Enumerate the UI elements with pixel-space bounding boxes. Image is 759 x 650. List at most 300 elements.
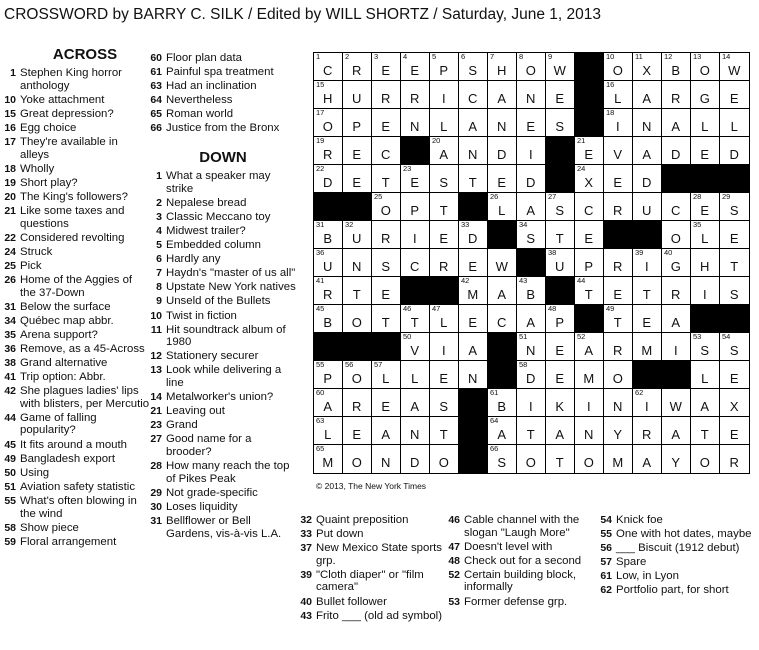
grid-cell[interactable] bbox=[343, 221, 372, 249]
grid-cell[interactable] bbox=[517, 81, 546, 109]
grid-cell[interactable] bbox=[575, 445, 604, 473]
grid-cell[interactable] bbox=[343, 305, 372, 333]
grid-cell[interactable] bbox=[575, 221, 604, 249]
grid-cell[interactable] bbox=[314, 445, 343, 473]
grid-cell[interactable] bbox=[372, 137, 401, 165]
grid-cell[interactable] bbox=[633, 249, 662, 277]
down-clue[interactable] bbox=[596, 528, 756, 541]
grid-cell[interactable] bbox=[662, 333, 691, 361]
grid-cell[interactable] bbox=[372, 277, 401, 305]
down-clue[interactable] bbox=[146, 501, 296, 514]
down-clue[interactable] bbox=[146, 419, 296, 432]
grid-cell[interactable] bbox=[314, 53, 343, 81]
grid-cell[interactable] bbox=[430, 417, 459, 445]
cell-letter: H bbox=[700, 259, 710, 274]
grid-cell[interactable] bbox=[488, 53, 517, 81]
grid-cell[interactable] bbox=[517, 137, 546, 165]
crossword-grid[interactable] bbox=[313, 52, 750, 474]
grid-cell[interactable] bbox=[720, 389, 749, 417]
grid-cell[interactable] bbox=[546, 389, 575, 417]
down-clue[interactable] bbox=[146, 350, 296, 363]
grid-cell[interactable] bbox=[575, 277, 604, 305]
grid-cell[interactable] bbox=[691, 249, 720, 277]
across-clue[interactable] bbox=[0, 481, 150, 494]
across-clue[interactable] bbox=[0, 246, 150, 259]
grid-cell[interactable] bbox=[517, 53, 546, 81]
grid-cell[interactable] bbox=[575, 417, 604, 445]
across-clue[interactable] bbox=[0, 67, 150, 92]
clue-text: Great depression? bbox=[20, 107, 114, 120]
grid-cell[interactable] bbox=[343, 277, 372, 305]
grid-cell[interactable] bbox=[633, 193, 662, 221]
cell-letter: M bbox=[612, 455, 624, 470]
down-clue[interactable] bbox=[146, 405, 296, 418]
grid-cell[interactable] bbox=[372, 361, 401, 389]
grid-cell[interactable] bbox=[720, 361, 749, 389]
grid-black-square bbox=[546, 165, 575, 193]
down-clue-list-cont-2 bbox=[444, 514, 604, 608]
down-clue[interactable] bbox=[146, 515, 296, 540]
grid-cell[interactable] bbox=[517, 389, 546, 417]
grid-cell[interactable] bbox=[372, 305, 401, 333]
grid-cell[interactable] bbox=[633, 137, 662, 165]
grid-cell[interactable] bbox=[604, 53, 633, 81]
grid-cell[interactable] bbox=[430, 137, 459, 165]
grid-cell[interactable] bbox=[517, 193, 546, 221]
across-clue[interactable] bbox=[0, 315, 150, 328]
grid-cell[interactable] bbox=[372, 81, 401, 109]
grid-cell[interactable] bbox=[720, 333, 749, 361]
grid-cell[interactable] bbox=[314, 137, 343, 165]
grid-cell[interactable] bbox=[314, 417, 343, 445]
grid-cell[interactable] bbox=[633, 389, 662, 417]
grid-cell[interactable] bbox=[430, 305, 459, 333]
grid-cell[interactable] bbox=[546, 53, 575, 81]
grid-cell[interactable] bbox=[575, 249, 604, 277]
grid-cell[interactable] bbox=[401, 305, 430, 333]
across-clue[interactable] bbox=[0, 177, 150, 190]
down-clue[interactable] bbox=[146, 310, 296, 323]
grid-cell[interactable] bbox=[662, 249, 691, 277]
grid-cell[interactable] bbox=[343, 361, 372, 389]
grid-cell[interactable] bbox=[633, 333, 662, 361]
down-clue[interactable] bbox=[596, 556, 756, 569]
cell-letter: M bbox=[322, 455, 334, 470]
grid-cell[interactable] bbox=[546, 361, 575, 389]
grid-cell[interactable] bbox=[691, 333, 720, 361]
grid-cell[interactable] bbox=[691, 137, 720, 165]
grid-cell[interactable] bbox=[314, 81, 343, 109]
cell-letter: R bbox=[323, 287, 333, 302]
across-clue[interactable] bbox=[0, 357, 150, 370]
grid-cell[interactable] bbox=[720, 137, 749, 165]
grid-cell[interactable] bbox=[430, 53, 459, 81]
grid-cell[interactable] bbox=[517, 305, 546, 333]
grid-cell[interactable] bbox=[430, 81, 459, 109]
down-clue[interactable] bbox=[146, 170, 296, 195]
grid-cell[interactable] bbox=[488, 277, 517, 305]
grid-cell[interactable] bbox=[372, 445, 401, 473]
cell-number: 39 bbox=[635, 248, 644, 257]
grid-cell[interactable] bbox=[546, 81, 575, 109]
grid-cell[interactable] bbox=[517, 361, 546, 389]
clue-text: Frito ___ (old ad symbol) bbox=[316, 609, 442, 622]
across-clue[interactable] bbox=[0, 439, 150, 452]
grid-cell[interactable] bbox=[633, 277, 662, 305]
grid-cell[interactable] bbox=[401, 361, 430, 389]
grid-cell[interactable] bbox=[691, 445, 720, 473]
grid-cell[interactable] bbox=[720, 221, 749, 249]
grid-cell[interactable] bbox=[459, 221, 488, 249]
grid-cell[interactable] bbox=[662, 445, 691, 473]
down-clue[interactable] bbox=[146, 324, 296, 349]
down-clue[interactable] bbox=[296, 542, 446, 567]
grid-cell[interactable] bbox=[459, 333, 488, 361]
grid-cell[interactable] bbox=[662, 81, 691, 109]
cell-letter: R bbox=[642, 427, 652, 442]
grid-cell[interactable] bbox=[575, 193, 604, 221]
grid-cell[interactable] bbox=[459, 361, 488, 389]
across-clue[interactable] bbox=[0, 136, 150, 161]
grid-cell[interactable] bbox=[372, 249, 401, 277]
grid-cell[interactable] bbox=[720, 193, 749, 221]
grid-cell[interactable] bbox=[691, 361, 720, 389]
grid-cell[interactable] bbox=[691, 81, 720, 109]
grid-cell[interactable] bbox=[633, 305, 662, 333]
cell-letter: S bbox=[555, 203, 565, 218]
grid-cell[interactable] bbox=[691, 193, 720, 221]
grid-cell[interactable] bbox=[604, 193, 633, 221]
grid-cell[interactable] bbox=[691, 109, 720, 137]
down-clue[interactable] bbox=[596, 542, 756, 555]
grid-cell[interactable] bbox=[662, 221, 691, 249]
grid-cell[interactable] bbox=[343, 417, 372, 445]
cell-letter: O bbox=[351, 315, 363, 330]
grid-cell[interactable] bbox=[488, 249, 517, 277]
across-clue[interactable] bbox=[146, 122, 296, 135]
across-clue[interactable] bbox=[146, 66, 296, 79]
grid-cell[interactable] bbox=[575, 165, 604, 193]
grid-cell[interactable] bbox=[459, 165, 488, 193]
grid-cell[interactable] bbox=[662, 137, 691, 165]
grid-cell[interactable] bbox=[372, 53, 401, 81]
across-clue[interactable] bbox=[0, 467, 150, 480]
cell-letter: R bbox=[729, 455, 740, 470]
grid-cell[interactable] bbox=[401, 53, 430, 81]
grid-cell[interactable] bbox=[546, 193, 575, 221]
grid-cell[interactable] bbox=[604, 305, 633, 333]
grid-cell[interactable] bbox=[401, 249, 430, 277]
grid-cell[interactable] bbox=[401, 81, 430, 109]
across-clue[interactable] bbox=[146, 108, 296, 121]
grid-cell[interactable] bbox=[575, 333, 604, 361]
grid-cell[interactable] bbox=[633, 81, 662, 109]
grid-cell[interactable] bbox=[401, 333, 430, 361]
down-clue[interactable] bbox=[146, 487, 296, 500]
grid-cell[interactable] bbox=[575, 389, 604, 417]
grid-cell[interactable] bbox=[633, 445, 662, 473]
down-clue[interactable] bbox=[444, 596, 604, 609]
grid-cell[interactable] bbox=[517, 165, 546, 193]
grid-black-square bbox=[459, 445, 488, 473]
grid-cell[interactable] bbox=[401, 193, 430, 221]
down-clue[interactable] bbox=[444, 569, 604, 594]
down-clue[interactable] bbox=[296, 569, 446, 594]
grid-cell[interactable] bbox=[517, 221, 546, 249]
down-clue[interactable] bbox=[146, 225, 296, 238]
grid-cell[interactable] bbox=[372, 417, 401, 445]
down-clue[interactable] bbox=[596, 514, 756, 527]
cell-letter: A bbox=[671, 427, 681, 442]
grid-cell[interactable] bbox=[343, 109, 372, 137]
grid-cell[interactable] bbox=[343, 137, 372, 165]
grid-black-square bbox=[430, 277, 459, 305]
grid-cell[interactable] bbox=[517, 417, 546, 445]
down-clue[interactable] bbox=[146, 197, 296, 210]
grid-cell[interactable] bbox=[662, 389, 691, 417]
copyright-notice: © 2013, The New York Times bbox=[316, 481, 427, 491]
grid-cell[interactable] bbox=[401, 109, 430, 137]
down-clue[interactable] bbox=[444, 555, 604, 568]
down-clue[interactable] bbox=[146, 239, 296, 252]
grid-cell[interactable] bbox=[343, 445, 372, 473]
across-clue[interactable] bbox=[0, 122, 150, 135]
across-clue[interactable] bbox=[0, 163, 150, 176]
grid-cell[interactable] bbox=[488, 165, 517, 193]
across-clue[interactable] bbox=[0, 385, 150, 410]
grid-cell[interactable] bbox=[720, 53, 749, 81]
grid-cell[interactable] bbox=[430, 165, 459, 193]
grid-cell[interactable] bbox=[662, 193, 691, 221]
grid-cell[interactable] bbox=[314, 249, 343, 277]
grid-cell[interactable] bbox=[546, 109, 575, 137]
grid-cell[interactable] bbox=[372, 221, 401, 249]
grid-cell[interactable] bbox=[430, 221, 459, 249]
across-clue[interactable] bbox=[0, 343, 150, 356]
grid-cell[interactable] bbox=[662, 277, 691, 305]
down-clue[interactable] bbox=[296, 528, 446, 541]
grid-cell[interactable] bbox=[604, 417, 633, 445]
across-clue[interactable] bbox=[0, 495, 150, 520]
across-clue[interactable] bbox=[0, 371, 150, 384]
across-clue[interactable] bbox=[0, 94, 150, 107]
down-clue[interactable] bbox=[296, 610, 446, 623]
grid-cell[interactable] bbox=[575, 361, 604, 389]
across-clue[interactable] bbox=[0, 522, 150, 535]
grid-cell[interactable] bbox=[546, 221, 575, 249]
grid-cell[interactable] bbox=[430, 193, 459, 221]
grid-cell[interactable] bbox=[546, 445, 575, 473]
grid-cell[interactable] bbox=[343, 81, 372, 109]
down-clue[interactable] bbox=[146, 433, 296, 458]
clue-text: Roman world bbox=[166, 108, 234, 121]
grid-cell[interactable] bbox=[517, 109, 546, 137]
grid-cell[interactable] bbox=[401, 445, 430, 473]
grid-cell[interactable] bbox=[459, 277, 488, 305]
grid-cell[interactable] bbox=[604, 249, 633, 277]
grid-cell[interactable] bbox=[401, 221, 430, 249]
grid-cell[interactable] bbox=[546, 249, 575, 277]
clue-text: Wholly bbox=[20, 162, 55, 175]
cell-letter: M bbox=[467, 287, 479, 302]
grid-cell[interactable] bbox=[604, 389, 633, 417]
cell-letter: I bbox=[441, 343, 447, 358]
grid-cell[interactable] bbox=[314, 361, 343, 389]
down-clue[interactable] bbox=[444, 541, 604, 554]
grid-cell[interactable] bbox=[314, 165, 343, 193]
down-clue[interactable] bbox=[146, 267, 296, 280]
clue-number: 50 bbox=[4, 466, 16, 479]
grid-cell[interactable] bbox=[633, 417, 662, 445]
grid-cell[interactable] bbox=[633, 109, 662, 137]
down-clue[interactable] bbox=[146, 391, 296, 404]
across-clue[interactable] bbox=[0, 274, 150, 299]
grid-cell[interactable] bbox=[604, 165, 633, 193]
grid-black-square bbox=[459, 193, 488, 221]
grid-cell[interactable] bbox=[372, 389, 401, 417]
grid-cell[interactable] bbox=[343, 389, 372, 417]
grid-cell[interactable] bbox=[662, 305, 691, 333]
cell-letter: L bbox=[701, 231, 709, 246]
across-clue[interactable] bbox=[146, 94, 296, 107]
grid-cell[interactable] bbox=[604, 333, 633, 361]
grid-cell[interactable] bbox=[430, 445, 459, 473]
grid-cell[interactable] bbox=[691, 389, 720, 417]
grid-cell[interactable] bbox=[517, 445, 546, 473]
down-clue[interactable] bbox=[596, 570, 756, 583]
grid-cell[interactable] bbox=[720, 81, 749, 109]
across-clue[interactable] bbox=[0, 191, 150, 204]
grid-cell[interactable] bbox=[343, 165, 372, 193]
clue-number: 45 bbox=[4, 438, 16, 451]
grid-cell[interactable] bbox=[372, 165, 401, 193]
grid-cell[interactable] bbox=[314, 305, 343, 333]
grid-cell[interactable] bbox=[488, 389, 517, 417]
grid-cell[interactable] bbox=[720, 277, 749, 305]
grid-cell[interactable] bbox=[691, 277, 720, 305]
down-clue[interactable] bbox=[146, 211, 296, 224]
grid-cell[interactable] bbox=[720, 249, 749, 277]
grid-cell[interactable] bbox=[633, 165, 662, 193]
grid-cell[interactable] bbox=[662, 417, 691, 445]
grid-cell[interactable] bbox=[517, 277, 546, 305]
grid-cell[interactable] bbox=[314, 277, 343, 305]
down-clue[interactable] bbox=[444, 514, 604, 539]
across-clue[interactable] bbox=[0, 453, 150, 466]
across-clue[interactable] bbox=[0, 536, 150, 549]
grid-cell[interactable] bbox=[459, 53, 488, 81]
across-clue[interactable] bbox=[0, 108, 150, 121]
grid-cell[interactable] bbox=[343, 249, 372, 277]
grid-cell[interactable] bbox=[430, 109, 459, 137]
cell-number: 42 bbox=[461, 276, 470, 285]
grid-cell[interactable] bbox=[459, 305, 488, 333]
grid-cell[interactable] bbox=[343, 53, 372, 81]
down-clue[interactable] bbox=[146, 253, 296, 266]
grid-cell[interactable] bbox=[459, 249, 488, 277]
grid-cell[interactable] bbox=[488, 445, 517, 473]
down-clue[interactable] bbox=[596, 584, 756, 597]
grid-cell[interactable] bbox=[517, 333, 546, 361]
down-clue[interactable] bbox=[146, 364, 296, 389]
grid-cell[interactable] bbox=[488, 137, 517, 165]
across-clue[interactable] bbox=[146, 52, 296, 65]
grid-cell[interactable] bbox=[604, 361, 633, 389]
down-clue[interactable] bbox=[146, 460, 296, 485]
across-clue[interactable] bbox=[0, 232, 150, 245]
across-clue[interactable] bbox=[0, 412, 150, 437]
grid-cell[interactable] bbox=[314, 389, 343, 417]
grid-cell[interactable] bbox=[604, 445, 633, 473]
grid-cell[interactable] bbox=[662, 109, 691, 137]
grid-cell[interactable] bbox=[459, 109, 488, 137]
grid-cell[interactable] bbox=[633, 53, 662, 81]
cell-letter: U bbox=[642, 203, 652, 218]
grid-black-square bbox=[459, 417, 488, 445]
grid-cell[interactable] bbox=[691, 53, 720, 81]
grid-cell[interactable] bbox=[488, 81, 517, 109]
grid-cell[interactable] bbox=[488, 305, 517, 333]
grid-cell[interactable] bbox=[372, 109, 401, 137]
cell-number: 66 bbox=[490, 444, 499, 453]
grid-cell[interactable] bbox=[488, 193, 517, 221]
cell-letter: L bbox=[701, 371, 709, 386]
grid-cell[interactable] bbox=[430, 333, 459, 361]
cell-number: 21 bbox=[577, 136, 586, 145]
grid-cell[interactable] bbox=[314, 221, 343, 249]
grid-cell[interactable] bbox=[546, 417, 575, 445]
grid-cell[interactable] bbox=[662, 53, 691, 81]
across-clue[interactable] bbox=[0, 329, 150, 342]
grid-cell[interactable] bbox=[575, 137, 604, 165]
grid-cell[interactable] bbox=[401, 417, 430, 445]
grid-cell[interactable] bbox=[604, 277, 633, 305]
grid-cell[interactable] bbox=[372, 193, 401, 221]
clue-number: 18 bbox=[4, 162, 16, 175]
grid-cell[interactable] bbox=[546, 333, 575, 361]
grid-cell[interactable] bbox=[691, 417, 720, 445]
down-clue[interactable] bbox=[296, 596, 446, 609]
grid-cell[interactable] bbox=[546, 305, 575, 333]
down-clue[interactable] bbox=[146, 295, 296, 308]
grid-cell[interactable] bbox=[430, 389, 459, 417]
grid-cell[interactable] bbox=[691, 221, 720, 249]
grid-cell[interactable] bbox=[604, 81, 633, 109]
across-clue[interactable] bbox=[0, 301, 150, 314]
across-clue[interactable] bbox=[0, 205, 150, 230]
grid-cell[interactable] bbox=[720, 109, 749, 137]
grid-cell[interactable] bbox=[314, 109, 343, 137]
cell-letter: E bbox=[381, 399, 391, 414]
grid-cell[interactable] bbox=[604, 109, 633, 137]
down-clue[interactable] bbox=[146, 281, 296, 294]
across-clue[interactable] bbox=[0, 260, 150, 273]
grid-cell[interactable] bbox=[488, 109, 517, 137]
grid-cell[interactable] bbox=[401, 165, 430, 193]
grid-cell[interactable] bbox=[401, 389, 430, 417]
cell-number: 7 bbox=[490, 52, 495, 61]
grid-cell[interactable] bbox=[459, 81, 488, 109]
across-clue[interactable] bbox=[146, 80, 296, 93]
grid-cell[interactable] bbox=[459, 137, 488, 165]
grid-cell[interactable] bbox=[720, 417, 749, 445]
grid-cell[interactable] bbox=[488, 417, 517, 445]
grid-cell[interactable] bbox=[430, 249, 459, 277]
grid-cell[interactable] bbox=[720, 445, 749, 473]
grid-cell[interactable] bbox=[430, 361, 459, 389]
down-clue[interactable] bbox=[296, 514, 446, 527]
grid-cell[interactable] bbox=[604, 137, 633, 165]
